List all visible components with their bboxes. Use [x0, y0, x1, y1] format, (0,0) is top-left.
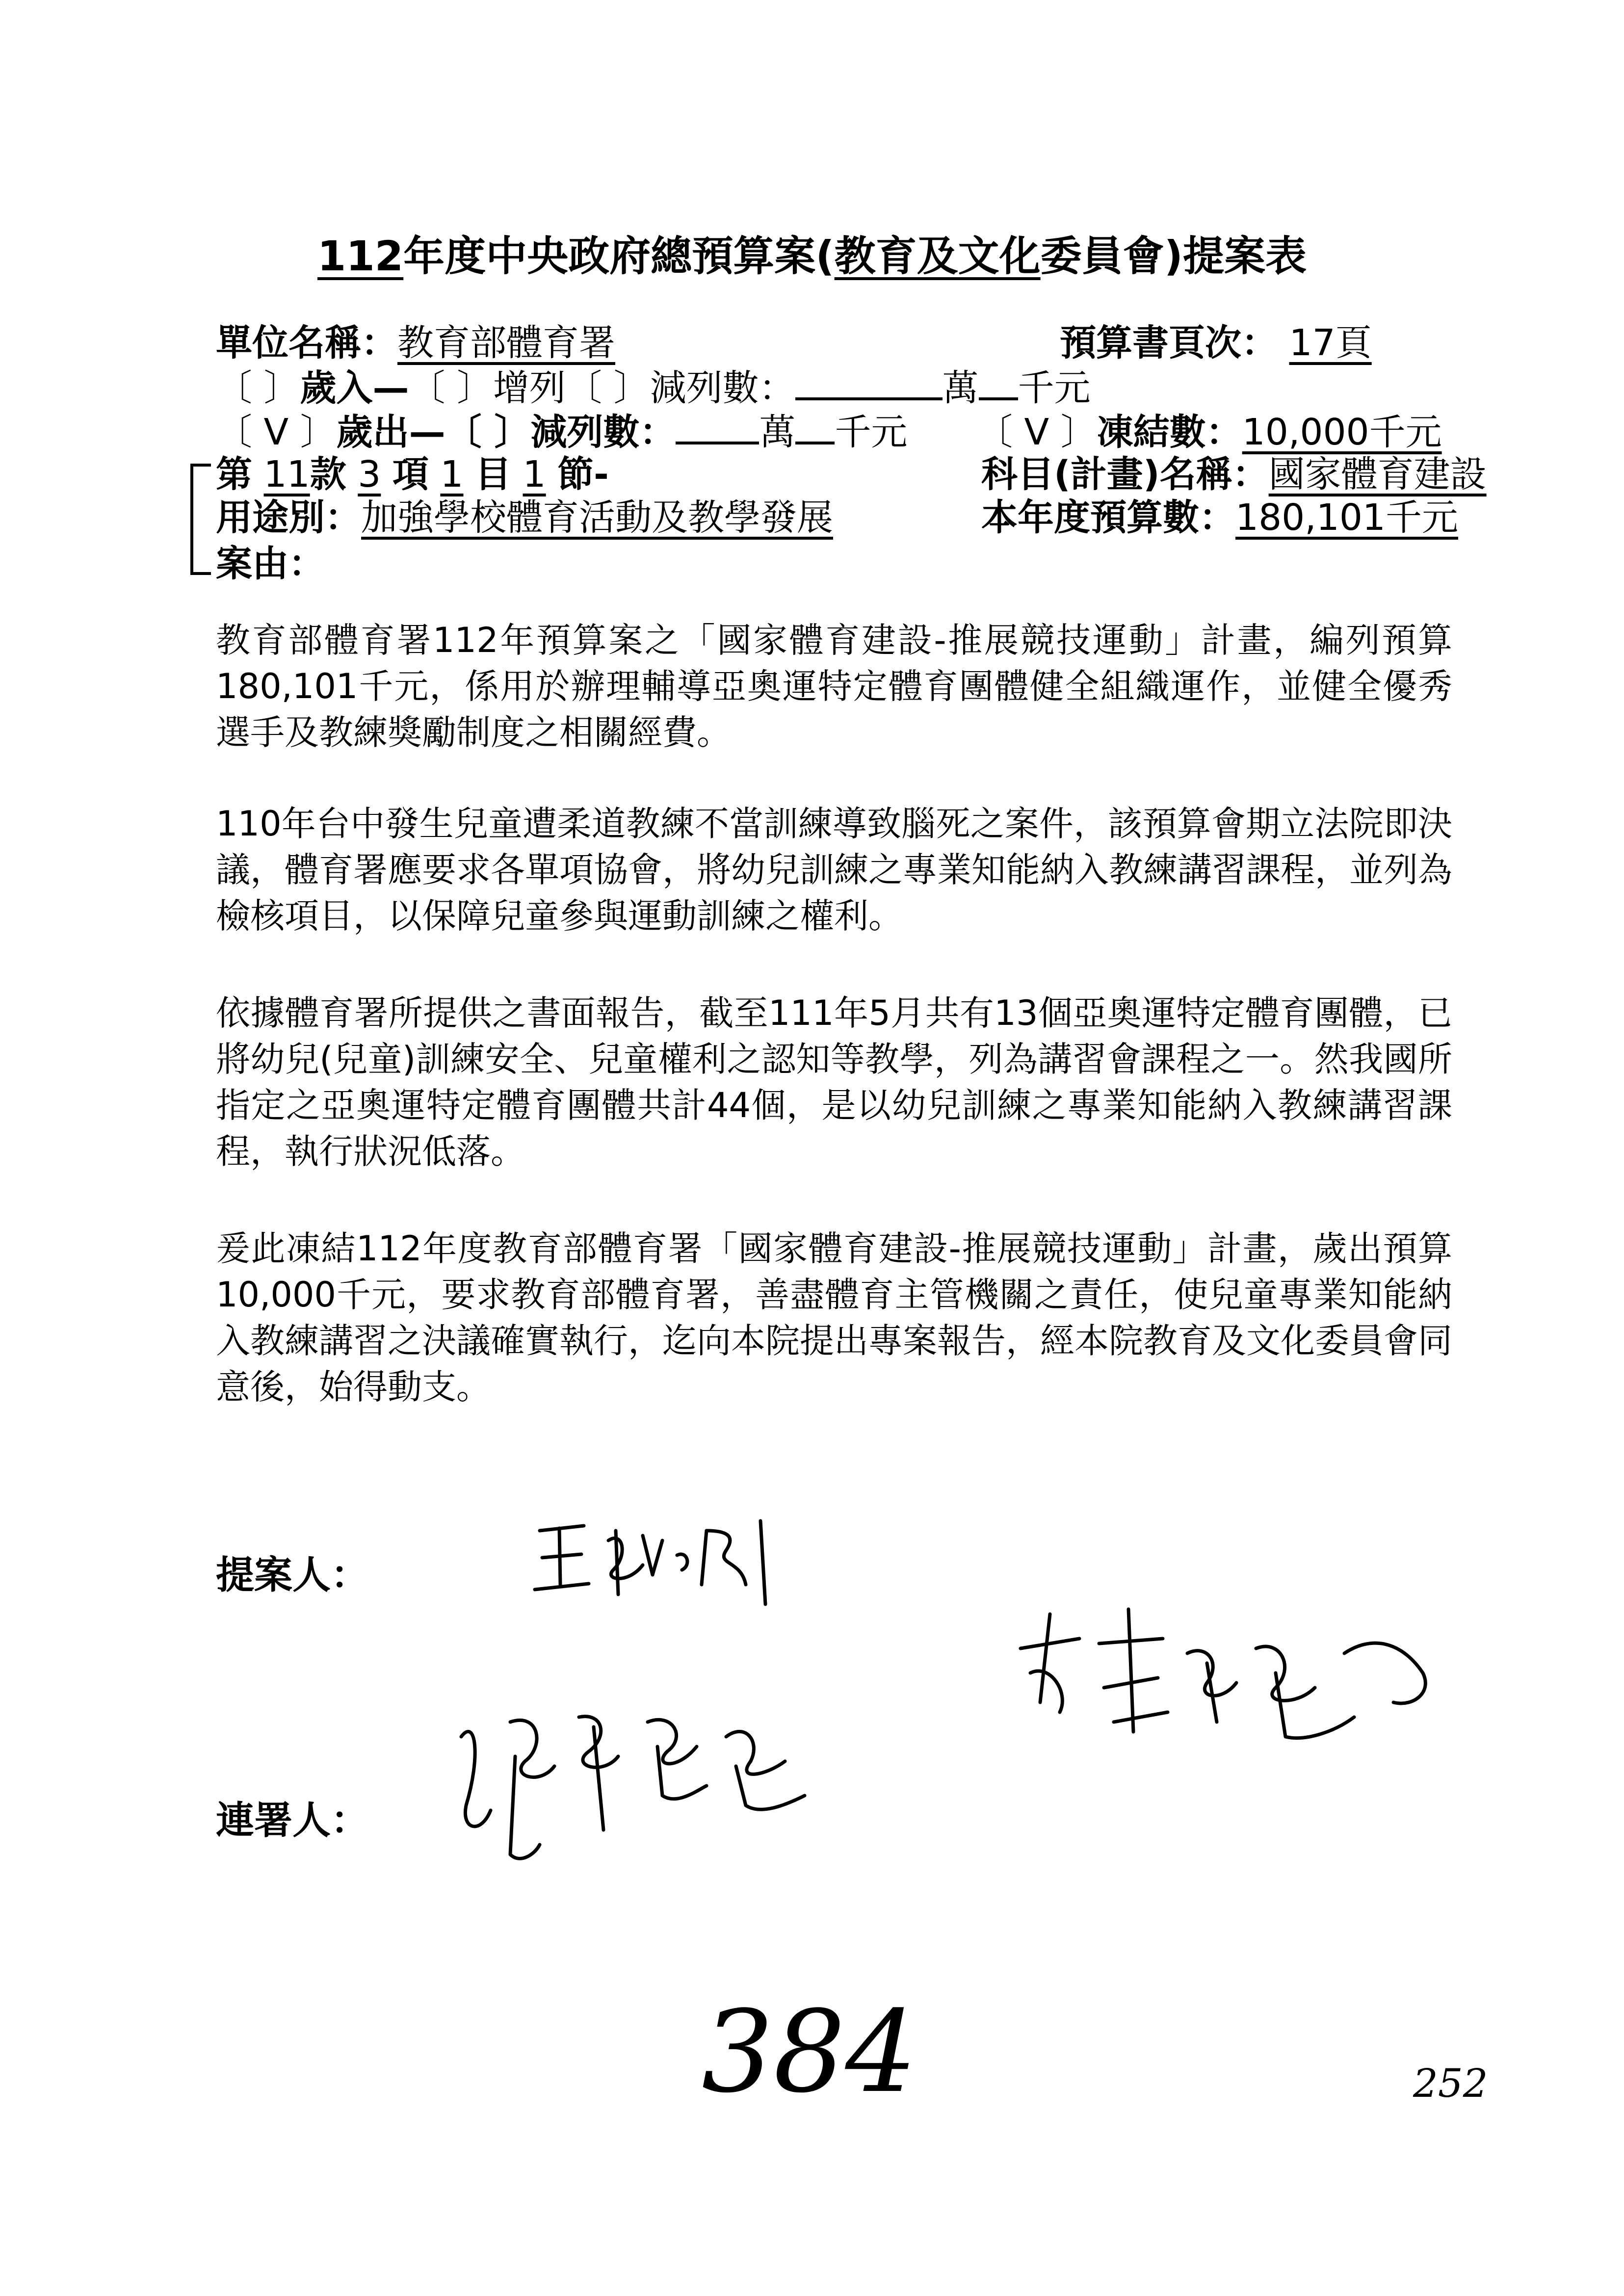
section-jie-number: 1 [523, 453, 546, 496]
title-year: 112 [317, 232, 404, 280]
expense-wan-blank [676, 412, 759, 444]
usage-value: 加強學校體育活動及教學發展 [361, 496, 833, 539]
subject-value: 國家體育建設 [1268, 453, 1487, 496]
section-jie-label: 節- [557, 453, 609, 496]
revenue-qian-blank [979, 368, 1018, 400]
revenue-label: 歲入— [300, 367, 409, 409]
revenue-wan-unit: 萬 [942, 367, 979, 409]
revenue-qian-unit: 千元 [1018, 367, 1091, 409]
freeze-value: 10,000千元 [1242, 411, 1442, 453]
unit-label: 單位名稱： [216, 322, 397, 364]
usage-label: 用途別： [216, 496, 361, 539]
revenue-decrease-option: 〔 〕減列數： [566, 367, 795, 409]
budget-value: 180,101千元 [1235, 496, 1459, 539]
section-kuan-label: 款 [310, 453, 346, 496]
paragraph-1: 教育部體育署112年預算案之「國家體育建設-推展競技運動」計畫，編列預算180,101千元，係用於辦理輔導亞奧運特定體育團體健全組織運作，並健全優秀選手及教練獎勵制度之相關經費。 [216, 620, 1452, 753]
proposer-label: 提案人： [216, 1553, 369, 1597]
expense-label: 歲出— [336, 411, 445, 453]
revenue-check: 〔 〕 [216, 367, 300, 409]
left-bracket [190, 464, 211, 575]
page-ref-row [1060, 314, 1372, 366]
cosigner-label: 連署人： [216, 1799, 369, 1843]
budget-label: 本年度預算數： [981, 496, 1235, 539]
revenue-increase-option: 〔 〕增列 [409, 367, 566, 409]
title-part-2: 委員會)提案表 [1040, 232, 1307, 280]
unit-name-row [216, 314, 615, 366]
proposer-signature [530, 1511, 805, 1609]
handwritten-page-number: 384 [702, 1987, 917, 2118]
cosigner-signature-1 [442, 1599, 932, 1874]
section-kuan-number: 11 [263, 453, 310, 496]
reason-label: 案由： [216, 543, 325, 585]
section-di: 第 [216, 453, 252, 496]
revenue-wan-blank [795, 368, 943, 400]
cosigner-signature-2 [1001, 1594, 1442, 1791]
section-mu-label: 目 [475, 453, 512, 496]
freeze-check: 〔 V 〕 [976, 411, 1097, 453]
paragraph-3: 依據體育署所提供之書面報告，截至111年5月共有13個亞奧運特定體育團體，已將幼兒(兒童)訓練安全、兒童權利之認知等教學，列為講習會課程之一。然我國所指定之亞奧運特定體育團體共計44個，是以幼兒訓練之專業知能納入教練講習課程，執行狀況低落。 [216, 993, 1452, 1172]
subject-label: 科目(計畫)名稱： [981, 453, 1269, 496]
paragraph-2: 110年台中發生兒童遭柔道教練不當訓練導致腦死之案件，該預算會期立法院即決議，體育署應要求各單項協會，將幼兒訓練之專業知能納入教練講習課程，並列為檢核項目，以保障兒童參與運動訓練之權利。 [216, 804, 1452, 936]
unit-value: 教育部體育署 [397, 322, 615, 364]
section-mu-number: 1 [440, 453, 464, 496]
usage-row [216, 489, 833, 541]
title-part-1: 年度中央政府總預算案( [403, 232, 835, 280]
expense-qian-unit: 千元 [835, 411, 908, 453]
document-title [0, 223, 1624, 283]
page-ref-label: 預算書頁次： [1060, 322, 1278, 364]
expense-check: 〔 V 〕 [216, 411, 337, 453]
expense-qian-blank [795, 412, 835, 444]
paragraph-4: 爰此凍結112年度教育部體育署「國家體育建設-推展競技運動」計畫，歲出預算10,000千元，要求教育部體育署，善盡體育主管機關之責任，使兒童專業知能納入教練講習之決議確實執行，迄向本院提出專案報告，經本院教育及文化委員會同意後，始得動支。 [216, 1228, 1452, 1407]
title-committee: 教育及文化 [834, 232, 1041, 280]
budget-row [981, 489, 1458, 541]
handwritten-small-number: 252 [1413, 2061, 1488, 2106]
section-xiang-number: 3 [358, 453, 381, 496]
page-ref-value: 17頁 [1289, 322, 1372, 364]
freeze-label: 凍結數： [1097, 411, 1242, 453]
expense-decrease-option: 〔 〕減列數： [445, 411, 676, 453]
expense-wan-unit: 萬 [759, 411, 796, 453]
section-xiang-label: 項 [392, 453, 429, 496]
